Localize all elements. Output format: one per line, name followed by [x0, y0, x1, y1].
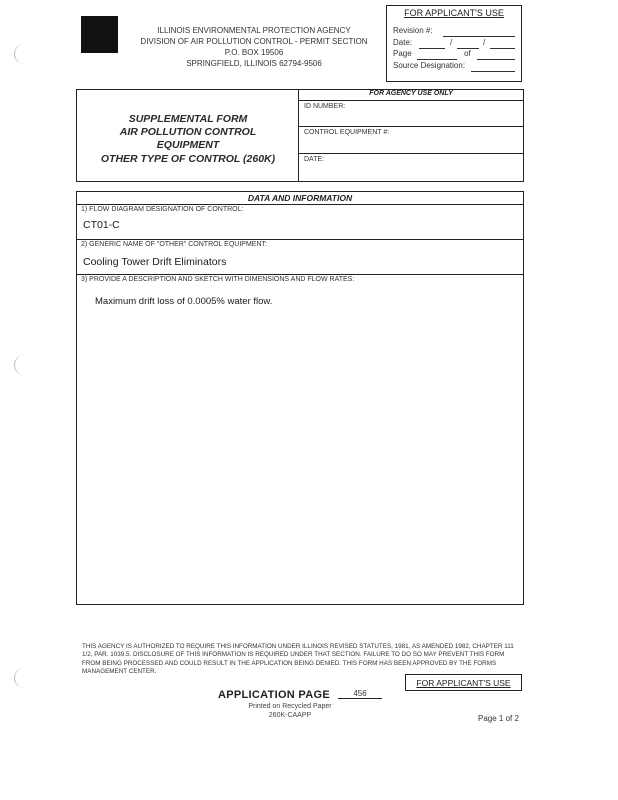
description-value[interactable]: Maximum drift loss of 0.0005% water flow.: [95, 296, 273, 307]
control-equipment-label: CONTROL EQUIPMENT #:: [304, 129, 390, 136]
footer-applicant-use-box: FOR APPLICANT'S USE: [405, 674, 522, 691]
agency-line-4: SPRINGFIELD, ILLINOIS 62794-9506: [186, 59, 322, 68]
revision-label: Revision #:: [393, 26, 433, 35]
data-information-section: [76, 191, 524, 605]
punch-hole-mark: [14, 44, 25, 64]
date-label: Date:: [393, 38, 413, 47]
date-month-field[interactable]: [419, 48, 445, 49]
page-of-label: of: [464, 49, 471, 58]
generic-name-value[interactable]: Cooling Tower Drift Eliminators: [83, 256, 227, 268]
title-line-4: OTHER TYPE OF CONTROL (260K): [100, 153, 276, 165]
punch-hole-mark: [14, 668, 25, 688]
id-number-label: ID NUMBER:: [304, 103, 346, 110]
flow-diagram-designation-value[interactable]: CT01-C: [83, 219, 120, 231]
agency-date-field[interactable]: [299, 153, 523, 181]
divider: [77, 274, 523, 275]
q3-label: 3) PROVIDE A DESCRIPTION AND SKETCH WITH DIMENSIONS AND FLOW RATES:: [81, 276, 355, 283]
agency-line-1: ILLINOIS ENVIRONMENTAL PROTECTION AGENCY: [157, 26, 351, 35]
date-sep-1: /: [450, 38, 453, 47]
agency-line-3: P.O. BOX 19506: [224, 48, 284, 57]
date-year-field[interactable]: [490, 48, 515, 49]
title-line-1: SUPPLEMENTAL FORM: [128, 113, 248, 125]
form-code: 260K-CAAPP: [268, 712, 312, 719]
page-total-field[interactable]: [477, 59, 515, 60]
page-label: Page: [393, 49, 412, 58]
application-page-number[interactable]: 456: [338, 689, 382, 699]
date-sep-2: /: [483, 38, 486, 47]
control-equipment-field[interactable]: [299, 126, 523, 153]
data-information-title: DATA AND INFORMATION: [77, 192, 523, 205]
id-number-field[interactable]: [299, 100, 523, 126]
q2-label: 2) GENERIC NAME OF "OTHER" CONTROL EQUIPMENT:: [81, 241, 267, 248]
agency-line-2: DIVISION OF AIR POLLUTION CONTROL - PERMIT SECTION: [140, 37, 368, 46]
form-title: [77, 90, 299, 181]
q1-label: 1) FLOW DIAGRAM DESIGNATION OF CONTROL:: [81, 206, 244, 213]
agency-date-label: DATE:: [304, 156, 325, 163]
agency-use-title: FOR AGENCY USE ONLY: [369, 90, 453, 97]
source-designation-field[interactable]: [471, 71, 515, 72]
application-page-label: APPLICATION PAGE: [218, 689, 330, 701]
punch-hole-mark: [14, 355, 25, 375]
divider: [77, 239, 523, 240]
title-line-2: AIR POLLUTION CONTROL: [119, 126, 257, 138]
revision-field[interactable]: [443, 36, 515, 37]
title-line-3: EQUIPMENT: [156, 139, 220, 151]
agency-header: [118, 25, 390, 69]
page-of-total: Page 1 of 2: [478, 714, 519, 723]
page-number-field[interactable]: [417, 59, 457, 60]
form-title-box: [76, 89, 524, 182]
source-designation-label: Source Designation:: [393, 61, 466, 70]
applicant-use-box: [386, 5, 522, 82]
applicant-use-title: FOR APPLICANT'S USE: [404, 8, 504, 18]
recycled-paper-note: Printed on Recycled Paper: [248, 703, 332, 710]
agency-logo: [81, 16, 118, 53]
disclaimer-text: THIS AGENCY IS AUTHORIZED TO REQUIRE THIS INFORMATION UNDER ILLINOIS REVISED STATUTES, 1981, AS AMENDED 1982, CHAPTER 111 1/2, PAR. 1039.5. DISCLOSURE OF THIS INFORMATION IS REQUIRED UNDER THAT SECTION. FAILURE TO DO SO MAY PREVENT THIS FORM FROM BEING PROCESSED AND COULD RESULT IN THE APPLICATION BEING DENIED. THIS FORM HAS BEEN APPROVED BY THE FORMS MANAGEMENT CENTER.: [82, 643, 514, 675]
